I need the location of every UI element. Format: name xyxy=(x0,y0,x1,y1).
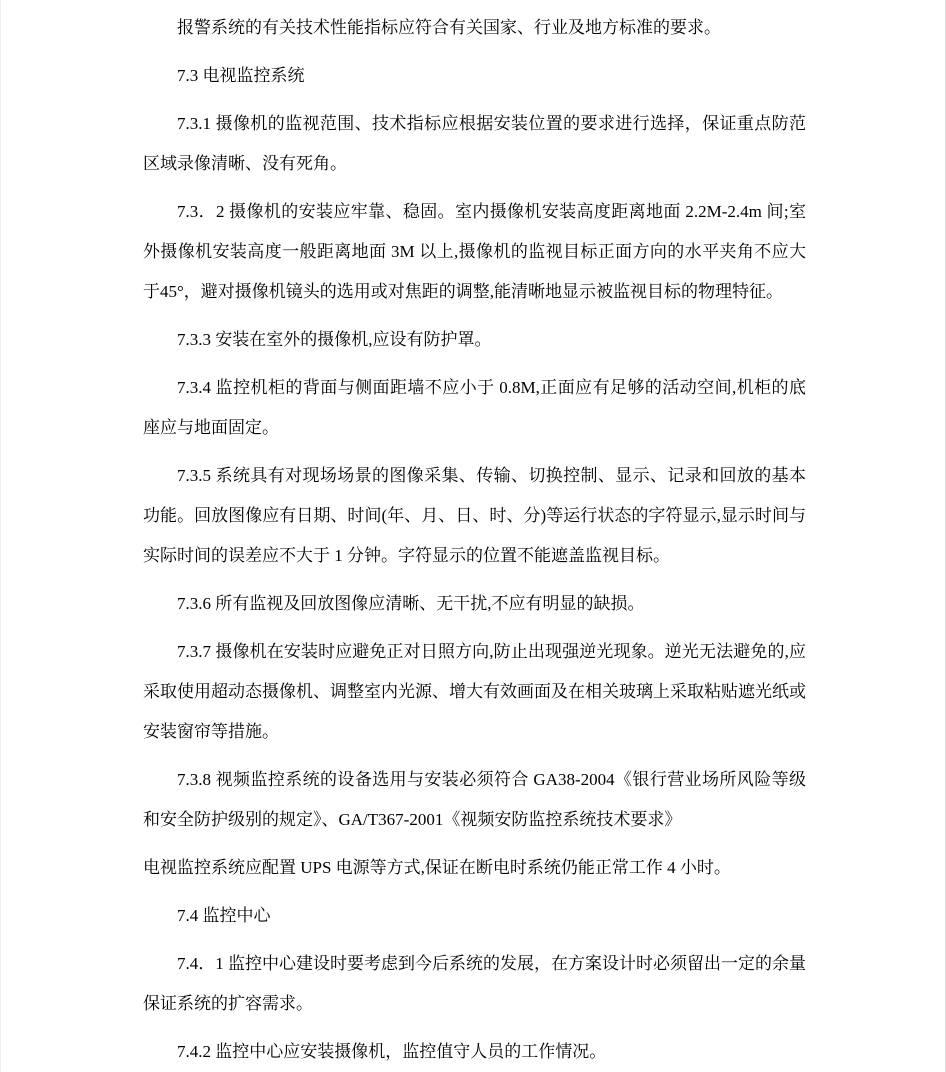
heading-7-3-tv-surveillance-system: 7.3 电视监控系统 xyxy=(177,66,305,85)
para-7-3-3-outdoor-housing: 7.3.3 安装在室外的摄像机,应设有防护罩。 xyxy=(177,330,492,349)
para-7-3-6-image-quality: 7.3.6 所有监视及回放图像应清晰、无干扰,不应有明显的缺损。 xyxy=(177,594,645,613)
para-alarm-standards: 报警系统的有关技术性能指标应符合有关国家、行业及地方标准的要求。 xyxy=(177,18,721,37)
para-7-3-4-cabinet-clearance: 7.3.4 监控机柜的背面与侧面距墙不应小于 0.8M,正面应有足够的活动空间,机柜的底座应与地面固定。 xyxy=(143,378,806,437)
para-7-3-1-camera-coverage: 7.3.1 摄像机的监视范围、技术指标应根据安装位置的要求进行选择，保证重点防范区域录像清晰、没有死角。 xyxy=(143,114,806,173)
para-7-3-8-equipment-standards: 7.3.8 视频监控系统的设备选用与安装必须符合 GA38-2004《银行营业场所风险等级和安全防护级别的规定》、GA/T367-2001《视频安防监控系统技术要求》 xyxy=(143,770,806,829)
para-7-4-1-capacity-reserve: 7.4．1 监控中心建设时要考虑到今后系统的发展，在方案设计时必须留出一定的余量保证系统的扩容需求。 xyxy=(143,954,806,1013)
para-ups-power-requirement: 电视监控系统应配置 UPS 电源等方式,保证在断电时系统仍能正常工作 4 小时。 xyxy=(143,858,731,877)
para-7-3-2-camera-mounting: 7.3．2 摄像机的安装应牢靠、稳固。室内摄像机安装高度距离地面 2.2M-2.4m 间;室外摄像机安装高度一般距离地面 3M 以上,摄像机的监视目标正面方向的水平夹角不应大于45°，避对摄像机镜头的选用或对焦距的调整,能清晰地显示被监视目标的物理特征。 xyxy=(143,202,806,301)
para-7-3-5-system-functions: 7.3.5 系统具有对现场场景的图像采集、传输、切换控制、显示、记录和回放的基本功能。回放图像应有日期、时间(年、月、日、时、分)等运行状态的字符显示,显示时间与实际时间的误差应不大于 1 分钟。字符显示的位置不能遮盖监视目标。 xyxy=(143,466,806,565)
para-7-3-7-backlight-avoidance: 7.3.7 摄像机在安装时应避免正对日照方向,防止出现强逆光现象。逆光无法避免的,应采取使用超动态摄像机、调整室内光源、增大有效画面及在相关玻璃上采取粘贴遮光纸或安装窗帘等措施。 xyxy=(143,642,806,741)
para-7-4-2-center-camera: 7.4.2 监控中心应安装摄像机，监控值守人员的工作情况。 xyxy=(177,1042,607,1061)
heading-7-4-monitoring-center: 7.4 监控中心 xyxy=(177,906,271,925)
